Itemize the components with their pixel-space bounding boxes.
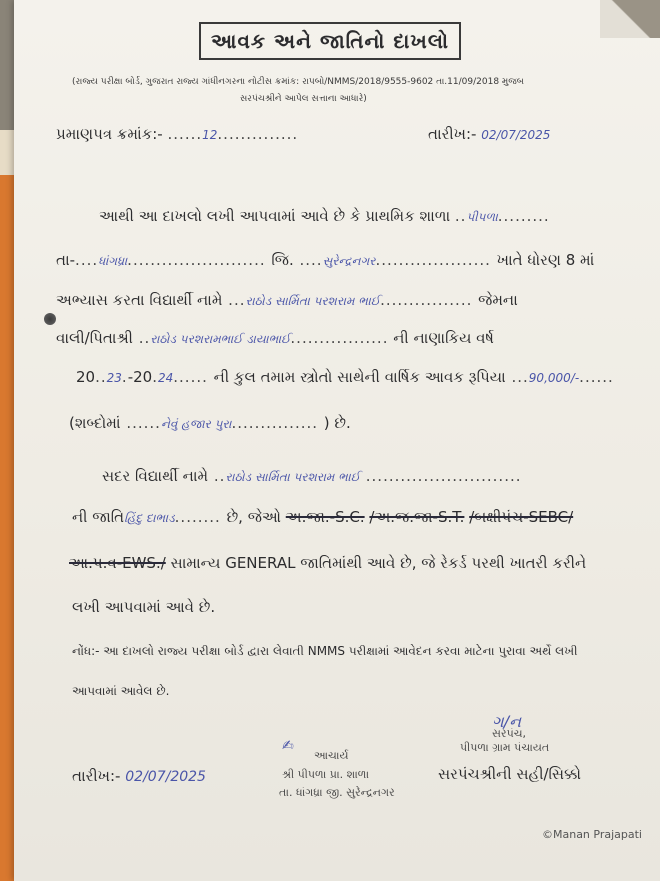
note-line-2: આપવામાં આવેલ છે. xyxy=(72,684,170,698)
caste-line: ની જાતિહિંદુ દાભાડ........ છે, જેઓ અ.જા.-S.C. /અ.જ.જા-S.T. /બક્ષીપંચ-SEBC/ xyxy=(72,508,574,526)
verify-text: જાતિમાંથી આવે છે, જે રેકર્ડ પરથી ખાતરી કરીને xyxy=(300,554,587,572)
category-sc: અ.જા.-S.C. xyxy=(285,508,365,526)
location-line: તા-....ધાંગધ્રા........................ જિ. ....સુરેન્દ્રનગર.................... ખાતે ધોરણ 8 માં xyxy=(56,251,595,269)
note-line-1: નોંધ:- આ દાખલો રાજ્ય પરીક્ષા બોર્ડ દ્વારા લેવાતી NMMS પરીક્ષામાં આવેદન કરવા માટેના પુરાવા અર્થે લખી xyxy=(72,644,578,658)
year-to-prefix: -20 xyxy=(127,368,153,386)
sarpanch-signature: ગ/ન xyxy=(492,712,521,731)
category-sebc: /બક્ષીપંચ-SEBC/ xyxy=(469,508,574,526)
income-amount: 90,000/- xyxy=(528,371,580,385)
year-to-value: 24 xyxy=(157,371,174,385)
footer-date xyxy=(72,767,206,785)
intro-text: આથી આ દાખલો લખી આપવામાં આવે છે કે પ્રાથમિક શાળા xyxy=(99,207,451,225)
principal-signature: ✍ xyxy=(282,738,294,754)
words-line: (શબ્દોમાં ......નેવું હજાર પુરા............... ) છે. xyxy=(69,414,351,432)
copyright-watermark: ©Manan Prajapati xyxy=(541,828,642,841)
category-ews: આ.પ.વ-EWS./ xyxy=(69,554,166,572)
guardian-label: વાલી/પિતાશ્રી xyxy=(56,329,133,347)
year-from-value: 23 xyxy=(106,371,122,385)
category-line-2 xyxy=(69,554,586,572)
date-row xyxy=(428,125,550,143)
income-text: ની કુલ તમામ સ્ત્રોતો સાથેની વાર્ષિક આવક રૂપિયા xyxy=(213,368,506,386)
page-corner-fold xyxy=(600,0,660,38)
footer-date-value: 02/07/2025 xyxy=(125,769,206,785)
caste-label: ની જાતિ xyxy=(72,508,125,526)
taluka-label: તા- xyxy=(56,251,76,269)
certificate-page xyxy=(14,0,660,881)
guardian-line: વાલી/પિતાશ્રી ..રાઠોડ પરશરામભાઈ ડાયાભાઈ................. ની નાણાકિય વર્ષ xyxy=(56,329,494,347)
category-st: /અ.જ.જા-S.T. xyxy=(369,508,465,526)
cert-no-value: 12 xyxy=(202,128,218,142)
sarpanch-org: પીપળા ગ્રામ પંચાયત xyxy=(460,741,550,754)
sadar-student-name: રાઠોડ સાર્મિતા પરશરામ ભાઈ xyxy=(225,470,360,484)
subtitle-line-2: સરપંચશ્રીને આપેલ સત્તાના આધારે) xyxy=(240,94,367,104)
cert-no-label: પ્રમાણપત્ર ક્રમાંક:- xyxy=(56,125,163,143)
school-name: પીપળા xyxy=(466,210,498,224)
footer-date-label: તારીખ:- xyxy=(72,767,121,785)
district-value: સુરેન્દ્રનગર xyxy=(322,254,376,268)
issue-line: લખી આપવામાં આવે છે. xyxy=(72,598,216,616)
subtitle-line-1: (રાજ્ય પરીક્ષા બોર્ડ, ગુજરાત રાજ્ય ગાંધીનગરના નોટીસ ક્રમાંક: રાપબો/NMMS/2018/9555-9602 તા.11/09/2018 મુજબ xyxy=(72,77,524,87)
income-line: 20..23.-20.24...... ની કુલ તમામ સ્ત્રોતો સાથેની વાર્ષિક આવક રૂપિયા ...90,000/-...... xyxy=(76,368,614,386)
principal-school: શ્રી પીપળા પ્રા. શાળા xyxy=(282,768,370,781)
category-text: છે, જેઓ xyxy=(226,508,281,526)
date-label: તારીખ:- xyxy=(428,125,477,143)
sarpanch-sign-label: સરપંચશ્રીની સહી/સિક્કો xyxy=(438,765,582,783)
sadar-text: સદર વિદ્યાર્થી નામે xyxy=(102,467,209,485)
words-value: નેવું હજાર પુરા xyxy=(160,417,232,431)
standard-text: ખાતે ધોરણ 8 માં xyxy=(496,251,595,269)
guardian-name: રાઠોડ પરશરામભાઈ ડાયાભાઈ xyxy=(150,332,291,346)
taluka-value: ધાંગધ્રા xyxy=(98,254,128,268)
district-label: જિ. xyxy=(271,251,294,269)
sarpanch-title: સરપંચ, xyxy=(492,727,527,740)
sadar-line: સદર વિદ્યાર્થી નામે ..રાઠોડ સાર્મિતા પરશરામ ભાઈ ........................... xyxy=(102,467,522,485)
student-line: અભ્યાસ કરતા વિદ્યાર્થી નામે ...રાઠોડ સાર્મિતા પરશરામ ભાઈ................ જેમના xyxy=(56,291,518,309)
intro-line: આથી આ દાખલો લખી આપવામાં આવે છે કે પ્રાથમિક શાળા ..પીપળા......... xyxy=(99,207,550,225)
punch-hole xyxy=(44,313,56,325)
certificate-number-row: પ્રમાણપત્ર ક્રમાંક:- ......12.............. xyxy=(56,125,299,143)
certificate-title: આવક અને જાતિનો દાખલો xyxy=(199,22,461,60)
student-name: રાઠોડ સાર્મિતા પરશરામ ભાઈ xyxy=(245,294,381,308)
orange-folder-edge xyxy=(0,175,14,881)
jemna-text: જેમના xyxy=(478,291,518,309)
year-from-prefix: 20 xyxy=(76,368,96,386)
principal-title: આચાર્ય xyxy=(314,749,349,762)
financial-year-label: ની નાણાકિય વર્ષ xyxy=(393,329,494,347)
study-text: અભ્યાસ કરતા વિદ્યાર્થી નામે xyxy=(56,291,223,309)
words-label: (શબ્દોમાં xyxy=(69,414,121,432)
category-general: સામાન્ય GENERAL xyxy=(170,554,296,572)
caste-value: હિંદુ દાભાડ xyxy=(124,511,175,525)
principal-address: તા. ધાંગધ્રા જી. સુરેન્દ્રનગર xyxy=(279,786,395,799)
words-close: ) છે. xyxy=(323,414,351,432)
date-value: 02/07/2025 xyxy=(481,128,551,142)
